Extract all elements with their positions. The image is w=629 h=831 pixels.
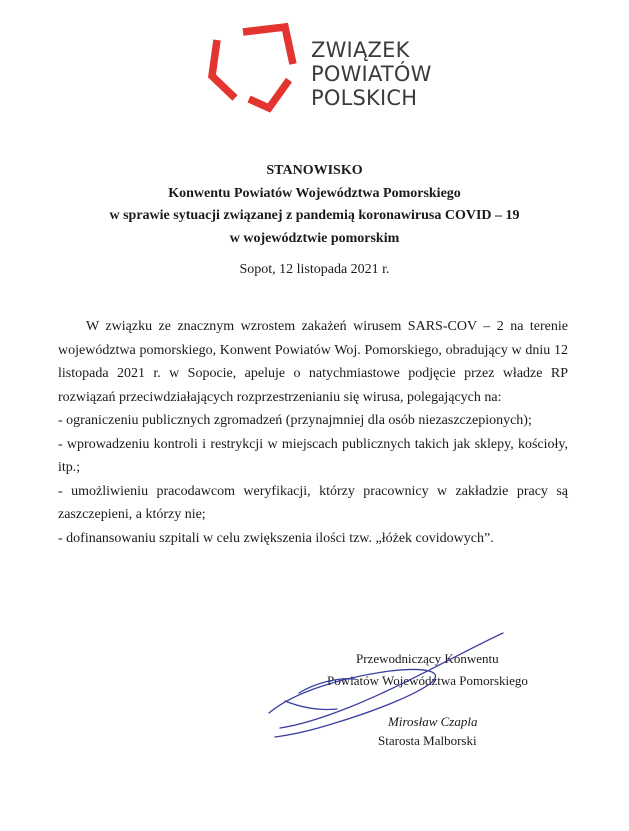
heading-title: STANOWISKO xyxy=(266,163,363,178)
logo-line-2: POWIATÓW xyxy=(311,62,432,86)
body-intro: W związku ze znacznym wzrostem zakażeń wirusem SARS-COV – 2 na terenie województwa pomorskiego, Konwent Powiatów Woj. Pomorskiego, obradujący w dniu 12 listopada 2021 r. w Sopocie, apeluje o natychmiastowe podjęcie przez władze RP rozwiązań przeciwdziałających rozprzestrzenianiu się wirusa, polegających na: xyxy=(58,319,568,405)
document-heading xyxy=(40,160,589,250)
document-body xyxy=(58,315,568,550)
logo-line-3: POLSKICH xyxy=(311,86,418,110)
heading-line-3: w sprawie sytuacji związanej z pandemią koronawirusa COVID – 19 xyxy=(109,208,520,223)
logo xyxy=(203,20,463,120)
list-item: - umożliwieniu pracodawcom weryfikacji, którzy pracownicy w zakładzie pracy są zaszczepieni, a którzy nie; xyxy=(58,483,568,522)
logo-wordmark xyxy=(311,38,432,110)
heading-line-4: w województwie pomorskim xyxy=(229,230,400,246)
document-date: Sopot, 12 listopada 2021 r. xyxy=(239,262,390,277)
list-item: - wprowadzeniu kontroli i restrykcji w miejscach publicznych takich jak sklepy, kościoły, itp.; xyxy=(58,436,568,475)
signatory-role: Starosta Malborski xyxy=(378,733,477,748)
signature-title-line-1: Przewodniczący Konwentu xyxy=(356,651,499,666)
logo-pentagon-icon xyxy=(203,20,303,120)
signature-title-line-2: Powiatów Województwa Pomorskiego xyxy=(327,673,528,688)
heading-line-2: Konwentu Powiatów Województwa Pomorskiego xyxy=(168,185,461,201)
signatory xyxy=(378,712,477,750)
list-item: - ograniczeniu publicznych zgromadzeń (przynajmniej dla osób niezaszczepionych); xyxy=(58,413,532,428)
logo-line-1: ZWIĄZEK xyxy=(311,38,410,62)
signatory-name: Mirosław Czapla xyxy=(388,714,478,729)
list-item: - dofinansowaniu szpitali w celu zwiększenia ilości tzw. „łóżek covidowych”. xyxy=(58,530,494,546)
